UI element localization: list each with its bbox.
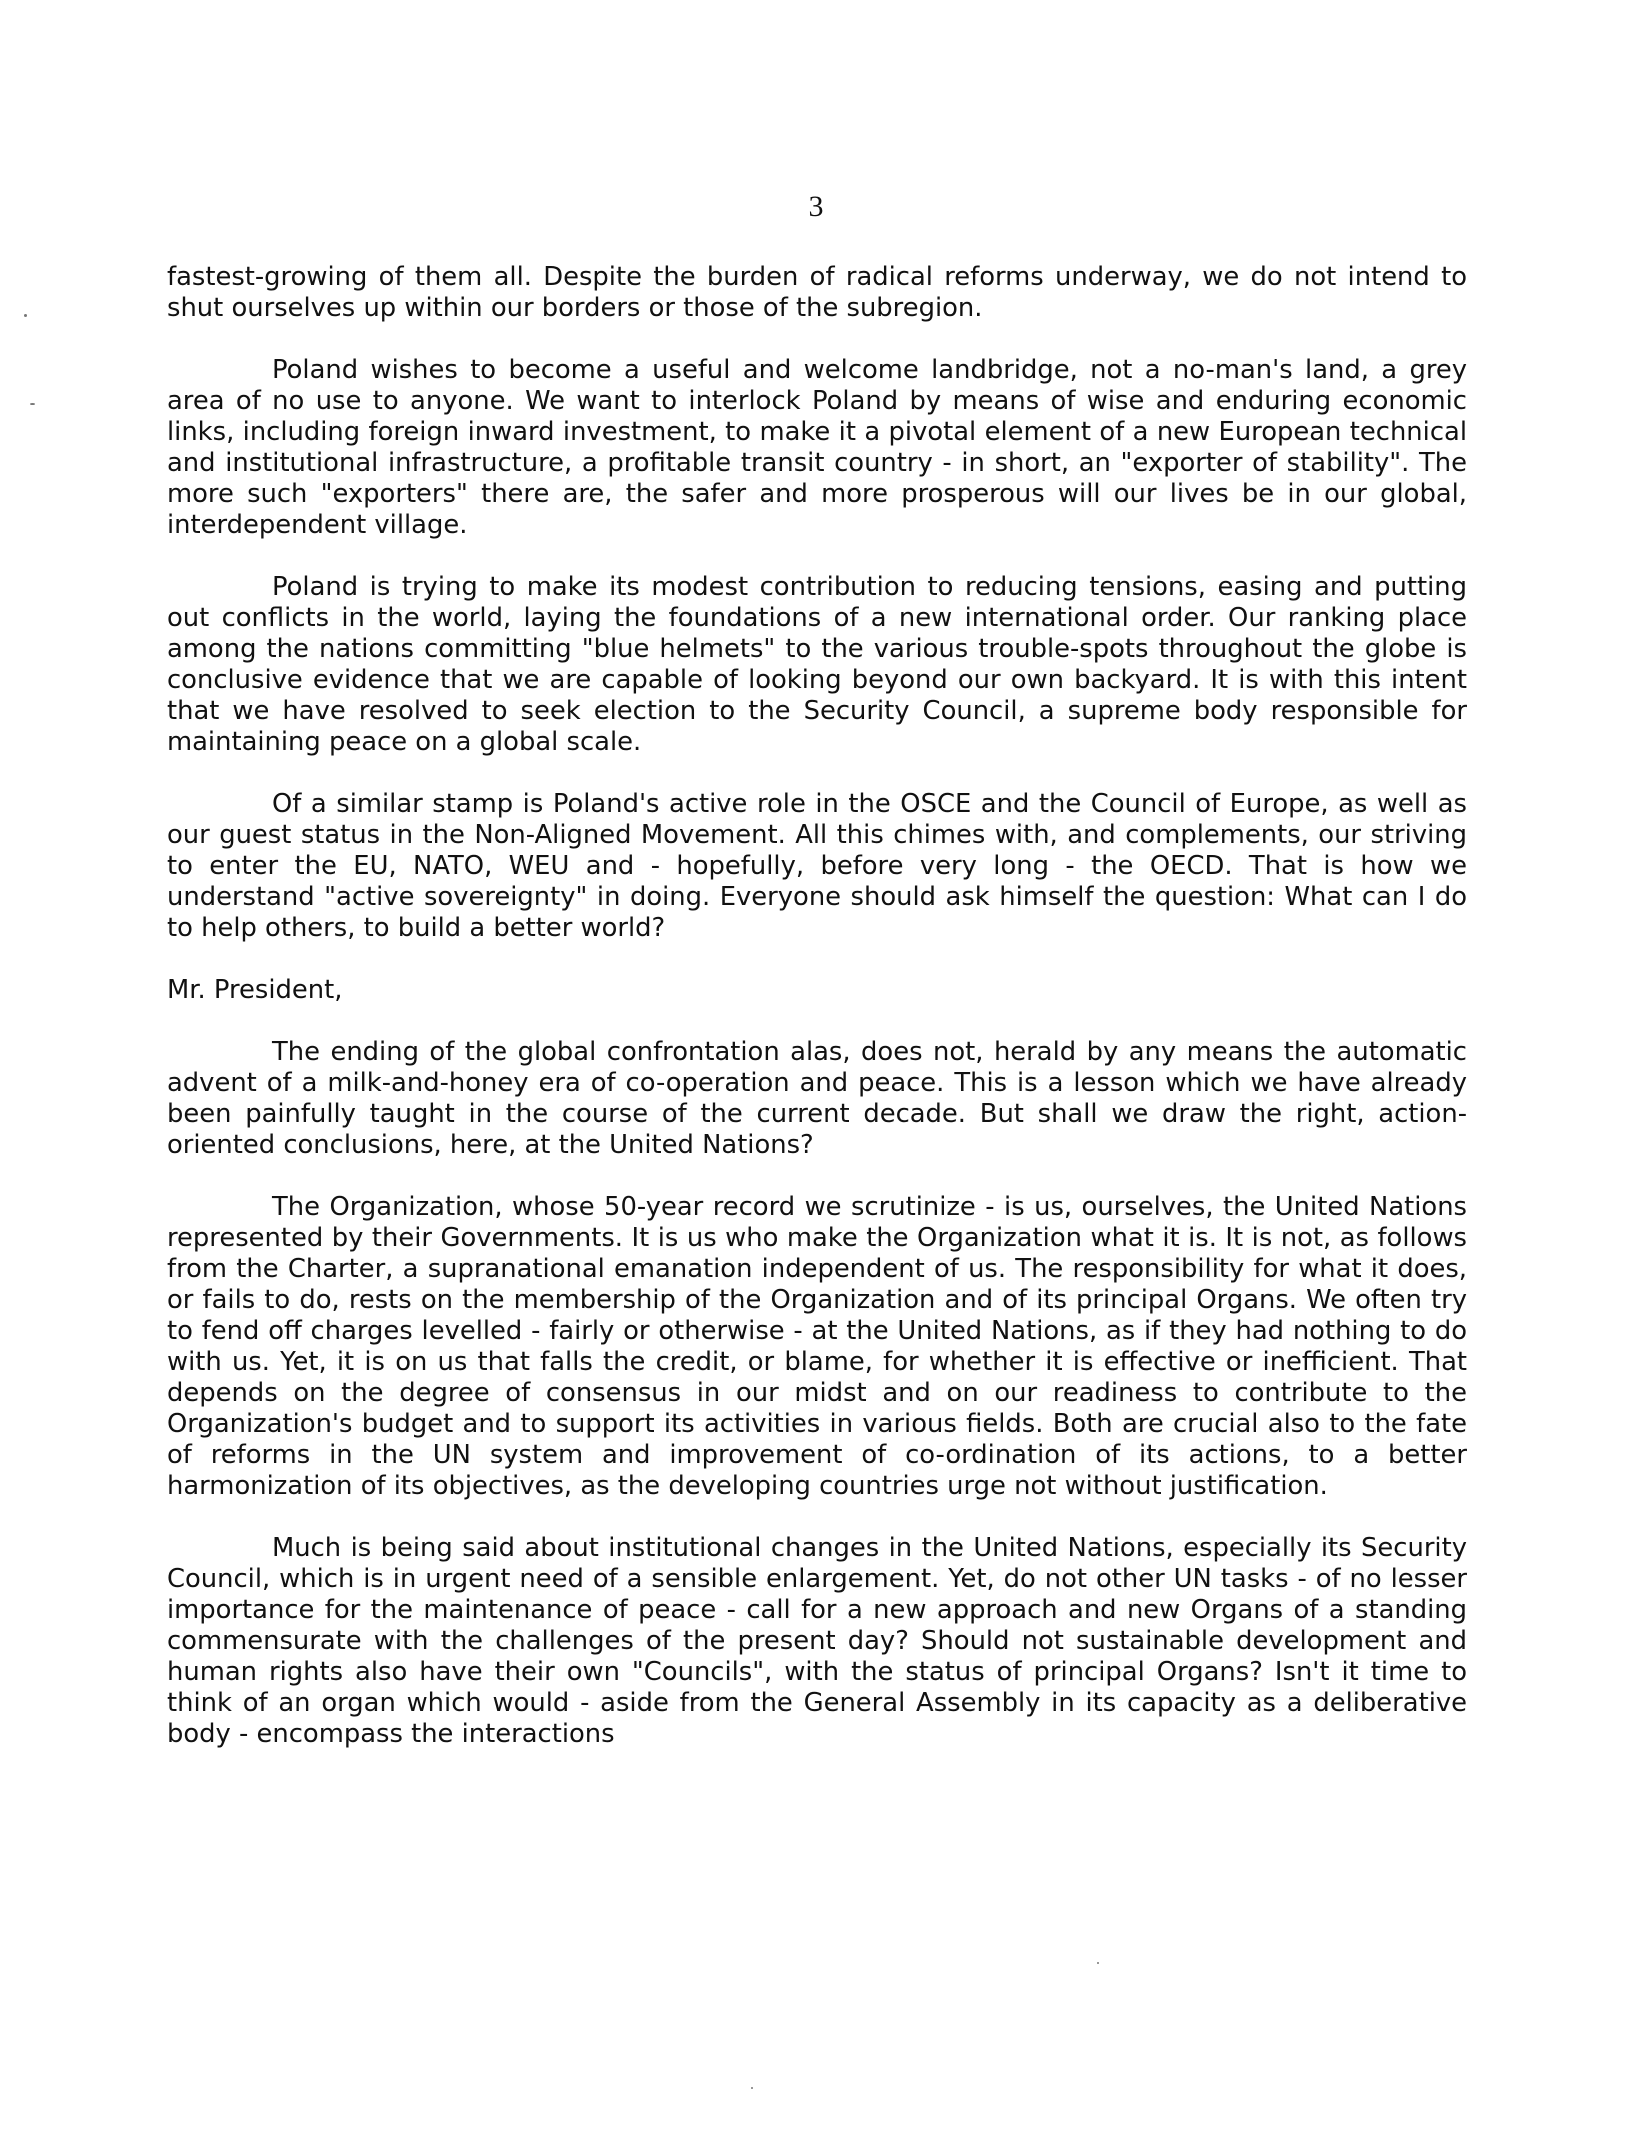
paragraph-osce: Of a similar stamp is Poland's active role in the OSCE and the Council of Europe, as well as our guest status in the Non-Aligned Movement. All this chimes with, and complements, our striving to enter the EU, NATO, WEU and - hopefully, before very long - the OECD. That is how we understand "active sovereignty" in doing. Everyone should ask himself the question: What can I do to help others, to build a better world? (167, 789, 1467, 943)
paragraph-institutional-changes: Much is being said about institutional changes in the United Nations, especially its Security Council, which is in urgent need of a sensible enlargement. Yet, do not other UN tasks - of no lesser importance for the maintenance of peace - call for a new approach and new Organs of a standing commensurate with the challenges of the present day? Should not sustainable development and human rights also have their own "Councils", with the status of principal Organs? Isn't it time to think of an organ which would - aside from the General Assembly in its capacity as a deliberative body - encompass the interactions (167, 1533, 1467, 1749)
page-number: 3 (808, 190, 824, 223)
paragraph-organization: The Organization, whose 50-year record we scrutinize - is us, ourselves, the United Nations represented by their Governments. It is us who make the Organization what it is. It is not, as follows from the Charter, a supranational emanation independent of us. The responsibility for what it does, or fails to do, rests on the membership of the Organization and of its principal Organs. We often try to fend off charges levelled - fairly or otherwise - at the United Nations, as if they had nothing to do with us. Yet, it is on us that falls the credit, or blame, for whether it is effective or inefficient. That depends on the degree of consensus in our midst and on our readiness to contribute to the Organization's budget and to support its activities in various fields. Both are crucial also to the fate of reforms in the UN system and improvement of co-ordination of its actions, to a better harmonization of its objectives, as the developing countries urge not without justification. (167, 1192, 1467, 1501)
document-body (167, 262, 1467, 1750)
scan-speck (24, 314, 27, 317)
scan-speck (30, 403, 35, 405)
paragraph-landbridge: Poland wishes to become a useful and welcome landbridge, not a no-man's land, a grey area of no use to anyone. We want to interlock Poland by means of wise and enduring economic links, including foreign inward investment, to make it a pivotal element of a new European technical and institutional infrastructure, a profitable transit country - in short, an "exporter of stability". The more such "exporters" there are, the safer and more prosperous will our lives be in our global, interdependent village. (167, 355, 1467, 540)
paragraph-continuation: fastest-growing of them all. Despite the burden of radical reforms underway, we do not intend to shut ourselves up within our borders or those of the subregion. (167, 262, 1467, 323)
paragraph-contribution: Poland is trying to make its modest contribution to reducing tensions, easing and putting out conflicts in the world, laying the foundations of a new international order. Our ranking place among the nations committing "blue helmets" to the various trouble-spots throughout the globe is conclusive evidence that we are capable of looking beyond our own backyard. It is with this intent that we have resolved to seek election to the Security Council, a supreme body responsible for maintaining peace on a global scale. (167, 572, 1467, 757)
scan-speck (751, 2087, 753, 2089)
salutation: Mr. President, (167, 975, 343, 1005)
paragraph-confrontation: The ending of the global confrontation alas, does not, herald by any means the automatic advent of a milk-and-honey era of co-operation and peace. This is a lesson which we have already been painfully taught in the course of the current decade. But shall we draw the right, action-oriented conclusions, here, at the United Nations? (167, 1037, 1467, 1160)
scan-speck (1097, 1962, 1099, 1964)
